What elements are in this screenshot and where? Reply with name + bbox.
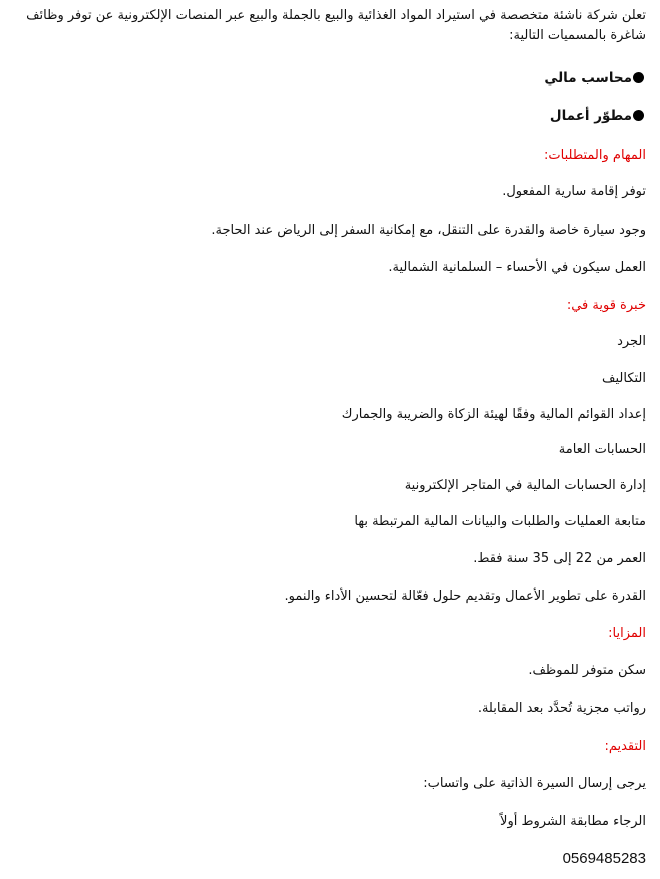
list-item: وجود سيارة خاصة والقدرة على التنقل، مع إمكانية السفر إلى الرياض عند الحاجة.	[211, 223, 646, 238]
list-item: رواتب مجزية تُحدَّد بعد المقابلة.	[477, 701, 646, 716]
intro-paragraph: تعلن شركة ناشئة متخصصة في استيراد المواد الغذائية والبيع بالجملة والبيع عبر المنصات الإلكترونية عن توفر وظائف شاغرة بالمسميات التالية:	[26, 8, 646, 43]
phone-number: 0569485283	[562, 850, 646, 867]
bullet-icon	[633, 110, 644, 121]
section-heading-tasks: المهام والمتطلبات:	[544, 148, 646, 163]
list-item: التكاليف	[602, 371, 646, 386]
list-item: توفر إقامة سارية المفعول.	[502, 184, 646, 199]
list-item: العمر من 22 إلى 35 سنة فقط.	[473, 551, 646, 566]
list-item: إعداد القوائم المالية وفقًا لهيئة الزكاة والضريبة والجمارك	[341, 407, 646, 422]
section-heading-apply: التقديم:	[604, 739, 646, 754]
list-item: القدرة على تطوير الأعمال وتقديم حلول فعّالة لتحسين الأداء والنمو.	[284, 589, 646, 604]
list-item: سكن متوفر للموظف.	[528, 663, 646, 678]
list-item: إدارة الحسابات المالية في المتاجر الإلكترونية	[404, 478, 646, 493]
section-heading-benefits: المزايا:	[608, 626, 646, 641]
position-item: محاسب مالي	[10, 69, 644, 88]
position-item: مطوّر أعمال	[10, 107, 644, 126]
section-heading-experience: خبرة قوية في:	[566, 298, 646, 313]
list-item: الرجاء مطابقة الشروط أولاً	[500, 814, 646, 829]
list-item: الجرد	[617, 334, 646, 349]
list-item: العمل سيكون في الأحساء – السلمانية الشمالية.	[388, 260, 646, 275]
list-item: يرجى إرسال السيرة الذاتية على واتساب:	[423, 776, 646, 791]
list-item: الحسابات العامة	[558, 442, 646, 457]
list-item: متابعة العمليات والطلبات والبيانات المالية المرتبطة بها	[354, 514, 646, 529]
bullet-icon	[633, 72, 644, 83]
